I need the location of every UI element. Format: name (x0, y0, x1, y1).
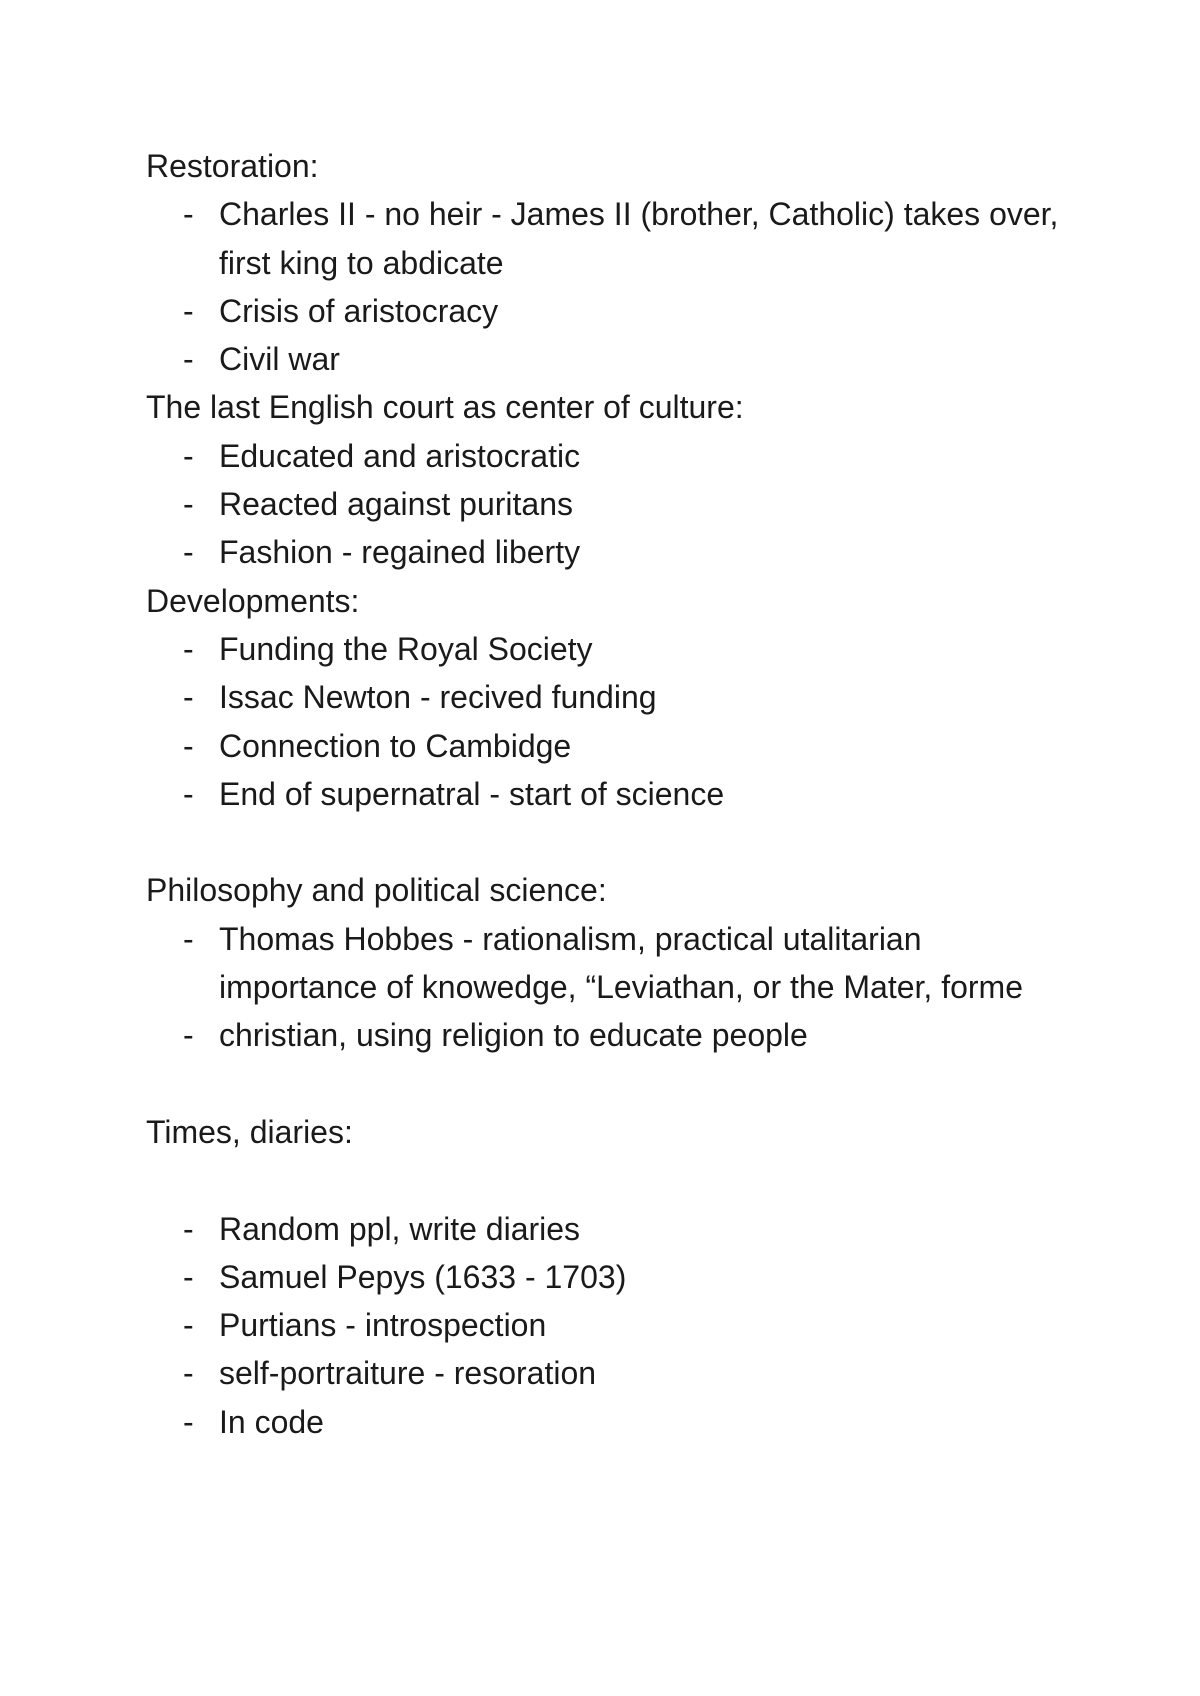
heading-developments: Developments: (146, 582, 360, 619)
bullet-dash: - (183, 1403, 194, 1440)
list-item-text: In code (219, 1403, 324, 1440)
list-item-text: Thomas Hobbes - rationalism, practical utalitarian importance of knowedge, “Leviathan, or the Mater, forme (219, 920, 1023, 1006)
list-item-text: Educated and aristocratic (219, 437, 581, 474)
list-item (146, 625, 1076, 673)
heading-restoration: Restoration: (146, 148, 319, 184)
bullet-dash: - (183, 1355, 194, 1392)
list-item (146, 287, 1076, 335)
bullet-dash: - (183, 292, 194, 329)
list-item-text: Samuel Pepys (1633 - 1703) (219, 1258, 627, 1295)
notes-page (146, 142, 1076, 1446)
list-item-text: End of supernatral - start of science (219, 775, 725, 812)
list-item (146, 1011, 1076, 1059)
list-item-text: christian, using religion to educate people (219, 1017, 808, 1054)
list-item-text: Issac Newton - recived funding (219, 679, 657, 716)
list-times-diaries (146, 1205, 1076, 1446)
list-item-text: Fashion - regained liberty (219, 534, 581, 571)
list-developments (146, 625, 1076, 818)
list-item-text: Connection to Cambidge (219, 727, 572, 764)
list-item (146, 335, 1076, 383)
bullet-dash: - (183, 1210, 194, 1247)
heading-english-court: The last English court as center of culture: (146, 389, 744, 426)
list-item-text: Funding the Royal Society (219, 630, 593, 667)
list-item (146, 1349, 1076, 1397)
list-english-court (146, 432, 1076, 577)
list-restoration (146, 190, 1076, 383)
list-item (146, 190, 1076, 287)
heading-times-diaries: Times, diaries: (146, 1113, 353, 1150)
bullet-dash: - (183, 727, 194, 764)
list-item (146, 770, 1076, 818)
list-philosophy (146, 915, 1076, 1060)
bullet-dash: - (183, 196, 194, 233)
list-item-text: Reacted against puritans (219, 486, 573, 523)
bullet-dash: - (183, 630, 194, 667)
bullet-dash: - (183, 920, 194, 957)
list-item (146, 915, 1076, 1012)
blank-line (146, 1060, 1076, 1108)
blank-line (146, 818, 1076, 866)
list-item-text: Civil war (219, 341, 340, 378)
list-item-text: Random ppl, write diaries (219, 1210, 581, 1247)
list-item (146, 1301, 1076, 1349)
list-item (146, 1398, 1076, 1446)
list-item-text: Purtians - introspection (219, 1307, 547, 1344)
list-item (146, 673, 1076, 721)
list-item-text: self-portraiture - resoration (219, 1355, 597, 1392)
list-item (146, 1253, 1076, 1301)
blank-line (146, 1156, 1076, 1204)
bullet-dash: - (183, 534, 194, 571)
bullet-dash: - (183, 1307, 194, 1344)
list-item (146, 722, 1076, 770)
bullet-dash: - (183, 1017, 194, 1054)
heading-philosophy: Philosophy and political science: (146, 872, 607, 909)
bullet-dash: - (183, 486, 194, 523)
list-item (146, 432, 1076, 480)
list-item-text: Crisis of aristocracy (219, 292, 499, 329)
bullet-dash: - (183, 341, 194, 378)
bullet-dash: - (183, 437, 194, 474)
list-item (146, 480, 1076, 528)
bullet-dash: - (183, 679, 194, 716)
list-item (146, 528, 1076, 576)
bullet-dash: - (183, 1258, 194, 1295)
list-item-text: Charles II - no heir - James II (brother, Catholic) takes over, first king to abdicate (219, 196, 1059, 281)
list-item (146, 1205, 1076, 1253)
bullet-dash: - (183, 775, 194, 812)
